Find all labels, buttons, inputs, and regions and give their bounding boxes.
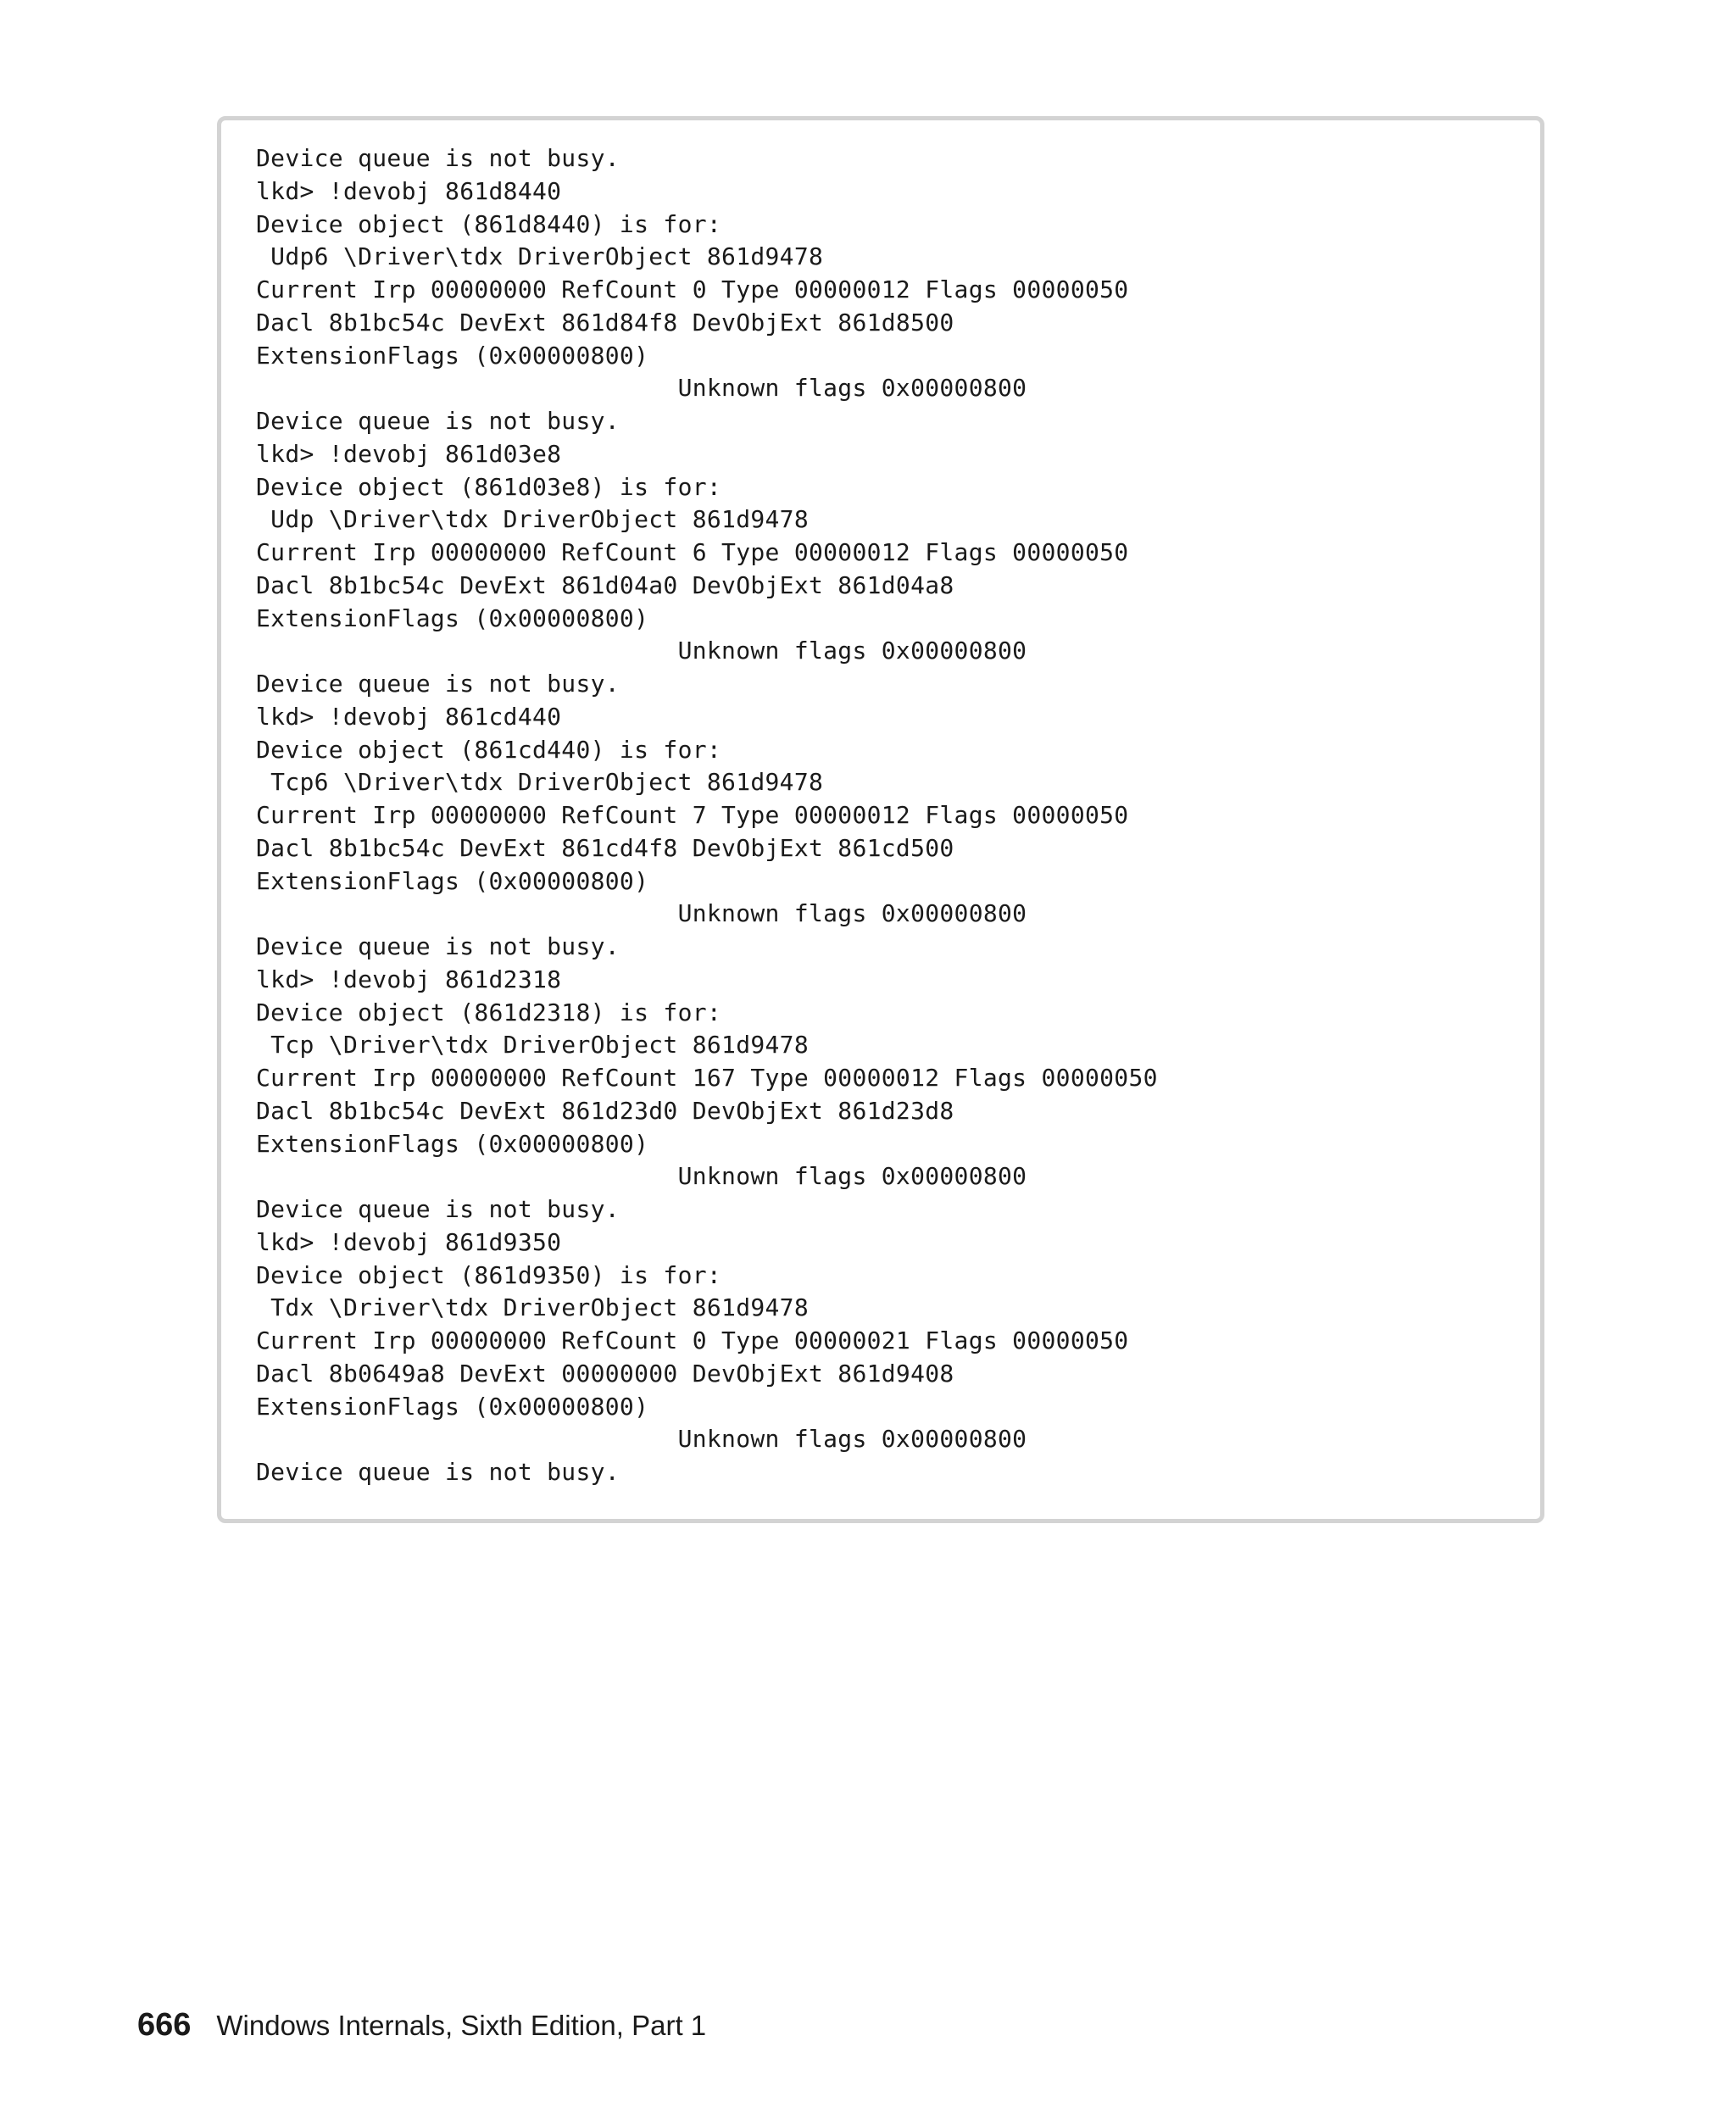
- code-line: Device object (861d9350) is for:: [256, 1260, 722, 1289]
- code-line: Dacl 8b1bc54c DevExt 861d84f8 DevObjExt 861d8500: [256, 308, 954, 336]
- code-line: Unknown flags 0x00000800: [256, 1425, 1027, 1454]
- code-line: ExtensionFlags (0x00000800): [256, 603, 649, 632]
- code-line: Device object (861cd440) is for:: [256, 735, 722, 764]
- code-line: lkd> !devobj 861d8440: [256, 176, 562, 205]
- code-line: ExtensionFlags (0x00000800): [256, 866, 649, 895]
- code-line: Unknown flags 0x00000800: [256, 1162, 1027, 1191]
- code-line: ExtensionFlags (0x00000800): [256, 341, 649, 370]
- code-line: lkd> !devobj 861d9350: [256, 1227, 562, 1256]
- book-title: Windows Internals, Sixth Edition, Part 1: [216, 2010, 707, 2041]
- code-line: Device queue is not busy.: [256, 1195, 620, 1223]
- code-line: Current Irp 00000000 RefCount 167 Type 00000012 Flags 00000050: [256, 1064, 1158, 1092]
- code-line: Unknown flags 0x00000800: [256, 899, 1027, 928]
- code-line: Device queue is not busy.: [256, 670, 620, 698]
- code-line: Dacl 8b0649a8 DevExt 00000000 DevObjExt 861d9408: [256, 1359, 954, 1388]
- code-line: Udp6 \Driver\tdx DriverObject 861d9478: [256, 242, 824, 271]
- code-line: Unknown flags 0x00000800: [256, 637, 1027, 665]
- code-line: Current Irp 00000000 RefCount 7 Type 00000012 Flags 00000050: [256, 801, 1129, 829]
- code-line: lkd> !devobj 861d2318: [256, 965, 562, 993]
- page-number: 666: [137, 2007, 192, 2043]
- code-line: Device object (861d2318) is for:: [256, 998, 722, 1026]
- code-line: Udp \Driver\tdx DriverObject 861d9478: [256, 505, 809, 534]
- page-footer: [137, 2007, 706, 2044]
- code-line: lkd> !devobj 861d03e8: [256, 439, 562, 468]
- code-line: Device queue is not busy.: [256, 1458, 620, 1486]
- code-line: Current Irp 00000000 RefCount 6 Type 00000012 Flags 00000050: [256, 538, 1129, 566]
- code-line: Current Irp 00000000 RefCount 0 Type 00000012 Flags 00000050: [256, 275, 1129, 303]
- code-line: Current Irp 00000000 RefCount 0 Type 00000021 Flags 00000050: [256, 1326, 1129, 1354]
- code-line: ExtensionFlags (0x00000800): [256, 1129, 649, 1158]
- code-listing: [256, 142, 1158, 1489]
- code-line: Tcp6 \Driver\tdx DriverObject 861d9478: [256, 768, 824, 797]
- code-line: Tdx \Driver\tdx DriverObject 861d9478: [256, 1293, 809, 1322]
- code-line: Device queue is not busy.: [256, 144, 620, 172]
- code-line: Dacl 8b1bc54c DevExt 861d23d0 DevObjExt 861d23d8: [256, 1096, 954, 1125]
- code-line: Dacl 8b1bc54c DevExt 861d04a0 DevObjExt 861d04a8: [256, 570, 954, 599]
- code-line: Device queue is not busy.: [256, 407, 620, 435]
- code-line: lkd> !devobj 861cd440: [256, 702, 562, 731]
- code-line: Device queue is not busy.: [256, 932, 620, 960]
- code-line: Unknown flags 0x00000800: [256, 374, 1027, 403]
- code-line: Dacl 8b1bc54c DevExt 861cd4f8 DevObjExt 861cd500: [256, 833, 954, 862]
- code-line: Tcp \Driver\tdx DriverObject 861d9478: [256, 1031, 809, 1060]
- code-line: Device object (861d03e8) is for:: [256, 472, 722, 501]
- code-line: Device object (861d8440) is for:: [256, 209, 722, 238]
- code-line: ExtensionFlags (0x00000800): [256, 1392, 649, 1421]
